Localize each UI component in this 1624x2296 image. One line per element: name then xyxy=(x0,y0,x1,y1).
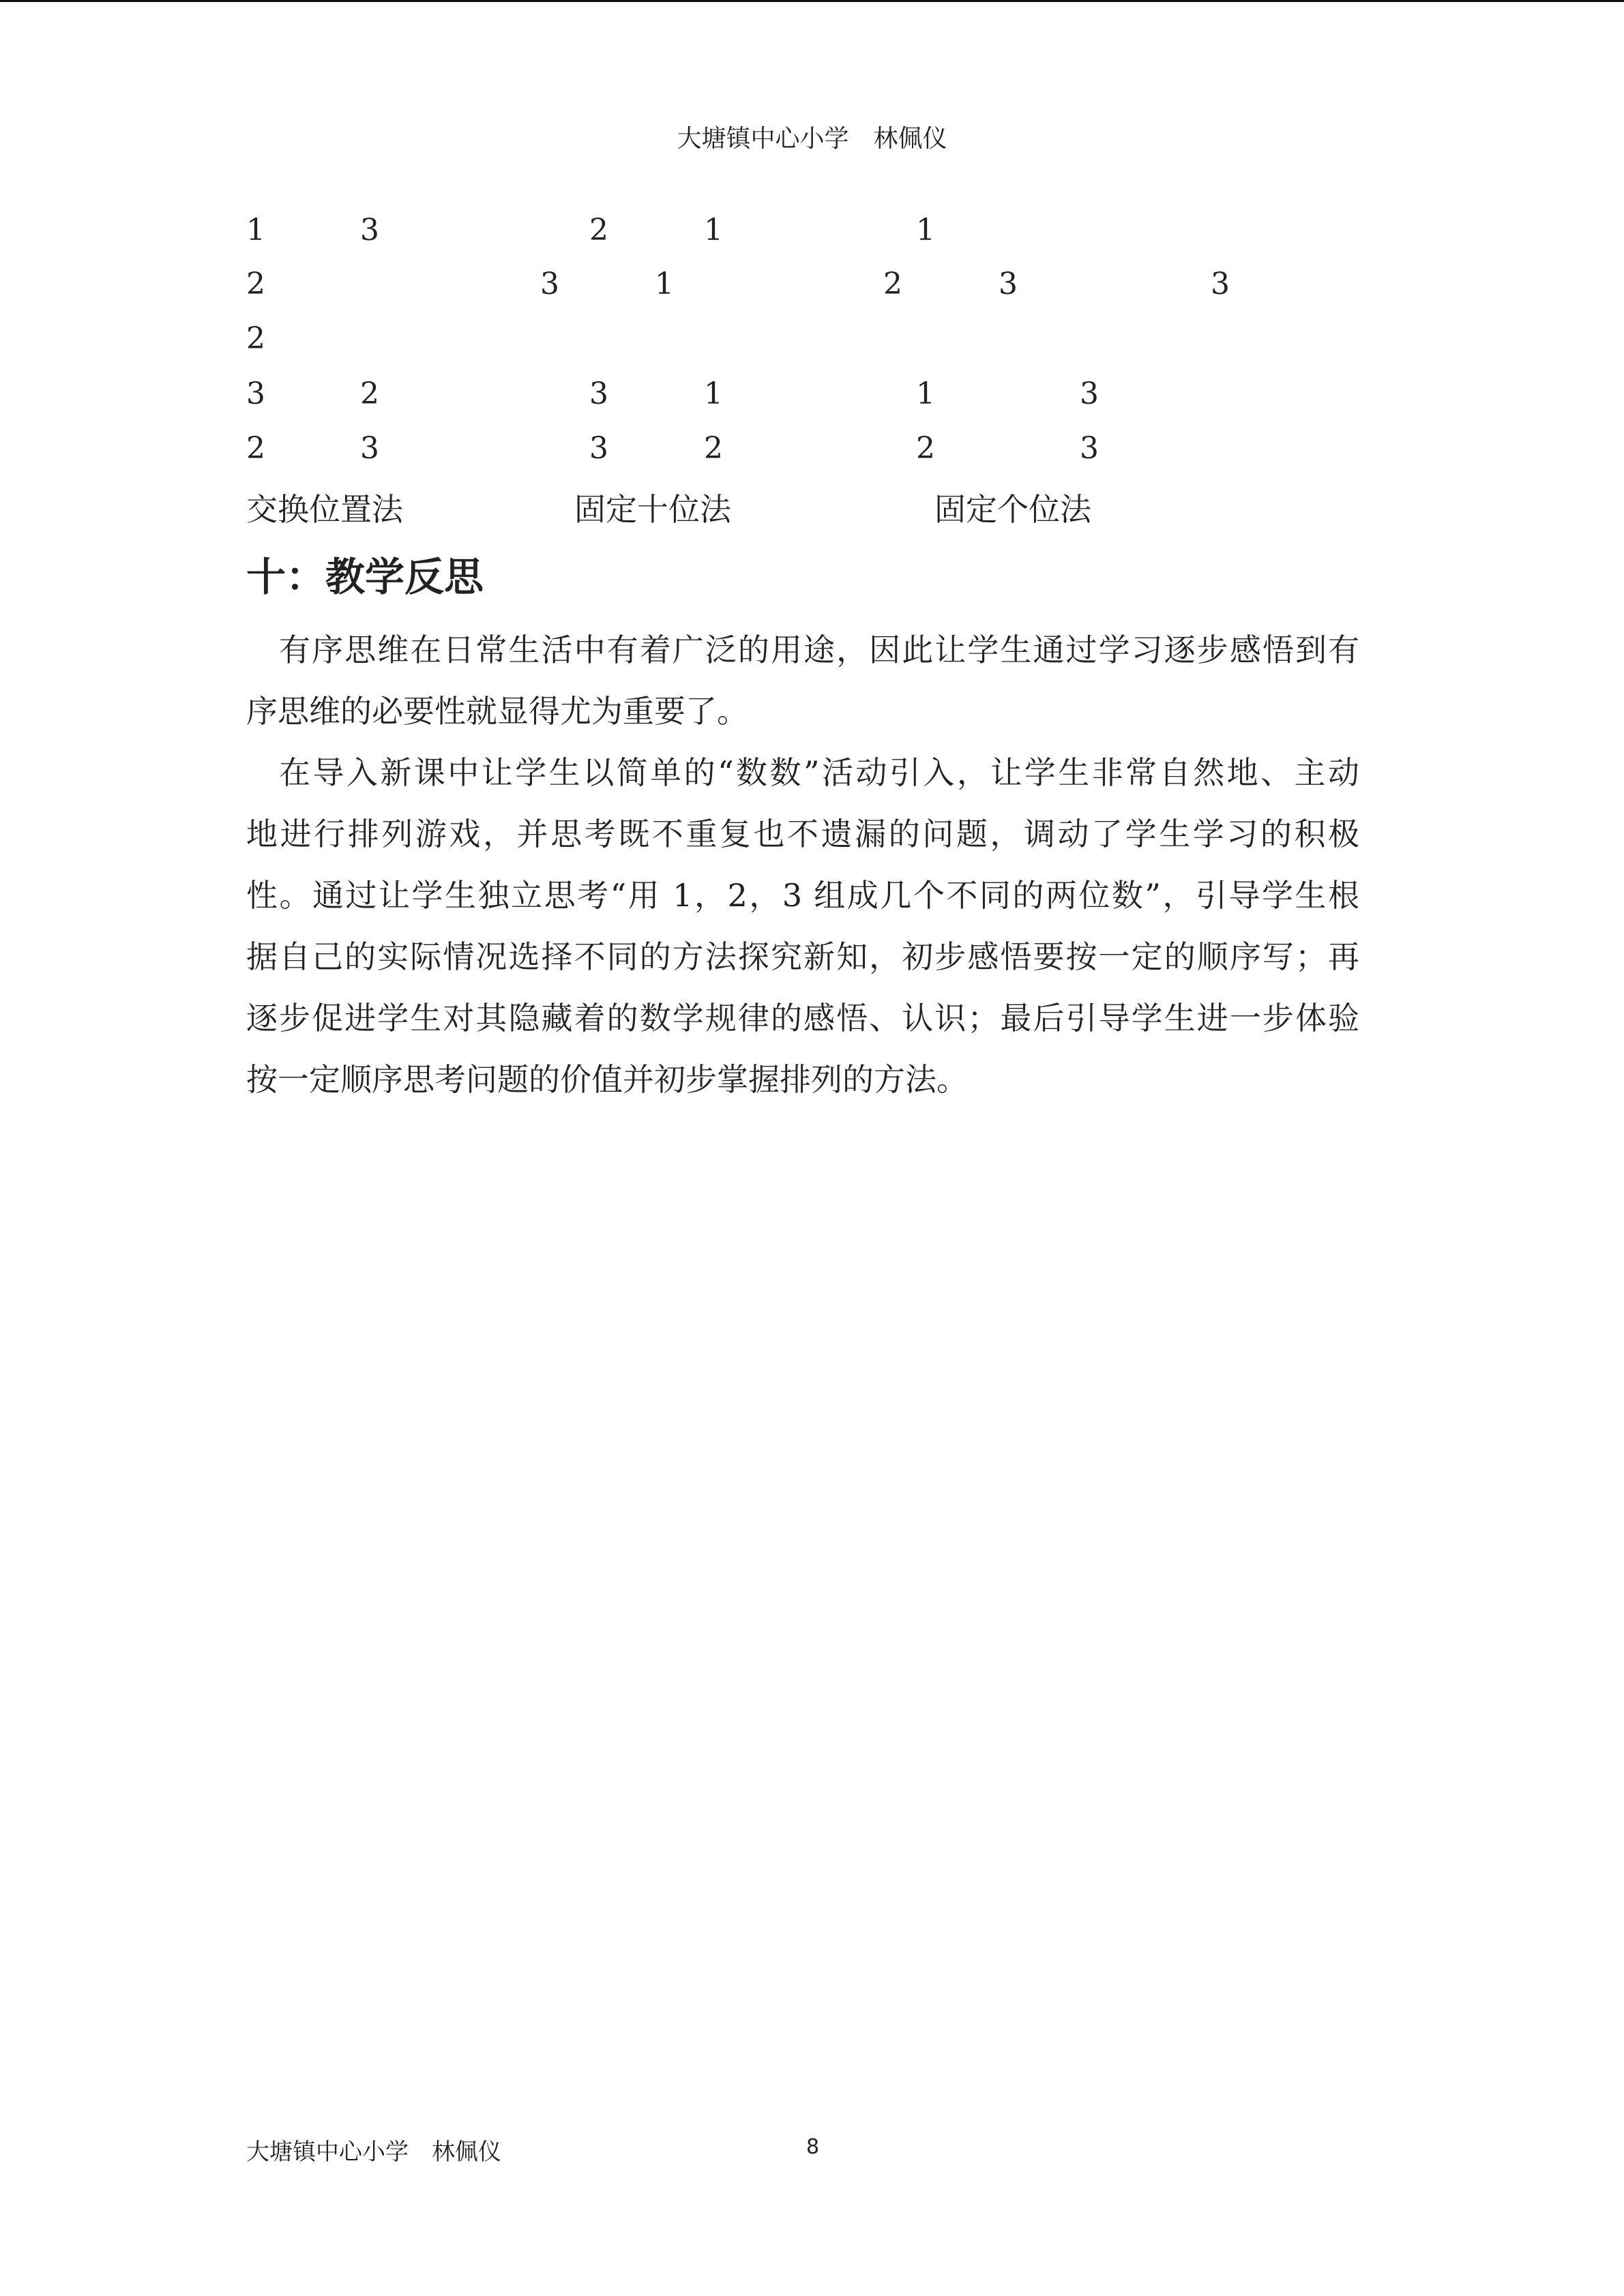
digit: 3 xyxy=(589,376,608,411)
digit: 3 xyxy=(999,267,1018,301)
digit: 2 xyxy=(704,431,723,466)
digit: 3 xyxy=(360,213,379,248)
paragraph-line: 性。通过让学生独立思考“用 1，2，3 组成几个不同的两位数”，引导学生根 xyxy=(246,877,1359,914)
digit: 1 xyxy=(704,213,723,248)
digit: 2 xyxy=(246,321,265,356)
paragraph-line: 逐步促进学生对其隐藏着的数学规律的感悟、认识；最后引导学生进一步体验 xyxy=(246,1000,1359,1037)
digit: 1 xyxy=(655,267,674,301)
paragraph-line: 按一定顺序思考问题的价值并初步掌握排列的方法。 xyxy=(246,1061,968,1098)
paragraph-line: 在导入新课中让学生以简单的“数数”活动引入，让学生非常自然地、主动 xyxy=(279,754,1359,791)
digit: 3 xyxy=(360,431,379,466)
method-label-fix-ones: 固定个位法 xyxy=(934,491,1091,528)
digit: 2 xyxy=(360,376,379,411)
paragraph-line: 序思维的必要性就显得尤为重要了。 xyxy=(246,693,748,730)
paragraph-line: 地进行排列游戏，并思考既不重复也不遗漏的问题，调动了学生学习的积极 xyxy=(246,816,1359,852)
paragraph-line: 有序思维在日常生活中有着广泛的用途，因此让学生通过学习逐步感悟到有 xyxy=(279,631,1359,668)
digit: 3 xyxy=(1211,267,1230,301)
digit: 3 xyxy=(1080,431,1099,466)
digit: 2 xyxy=(589,213,608,248)
digit: 3 xyxy=(540,267,559,301)
digit: 3 xyxy=(1080,376,1099,411)
paragraph-line: 据自己的实际情况选择不同的方法探究新知，初步感悟要按一定的顺序写；再 xyxy=(246,938,1359,975)
digit: 2 xyxy=(916,431,935,466)
method-label-swap: 交换位置法 xyxy=(246,491,403,528)
digit: 1 xyxy=(916,376,935,411)
page-header: 大塘镇中心小学 林佩仪 xyxy=(677,125,947,153)
reflection-body xyxy=(246,629,1359,1120)
digit: 1 xyxy=(916,213,935,248)
digit: 2 xyxy=(246,267,265,301)
digit: 3 xyxy=(246,376,265,411)
page-footer: 大塘镇中心小学 林佩仪 xyxy=(246,2138,501,2166)
digit: 2 xyxy=(246,431,265,466)
digit: 2 xyxy=(883,267,902,301)
page-number: 8 xyxy=(806,2135,820,2159)
method-label-fix-tens: 固定十位法 xyxy=(574,491,731,528)
digit: 1 xyxy=(246,213,265,248)
digit: 3 xyxy=(589,431,608,466)
digit: 1 xyxy=(704,376,723,411)
section-heading: 十：教学反思 xyxy=(246,554,484,600)
